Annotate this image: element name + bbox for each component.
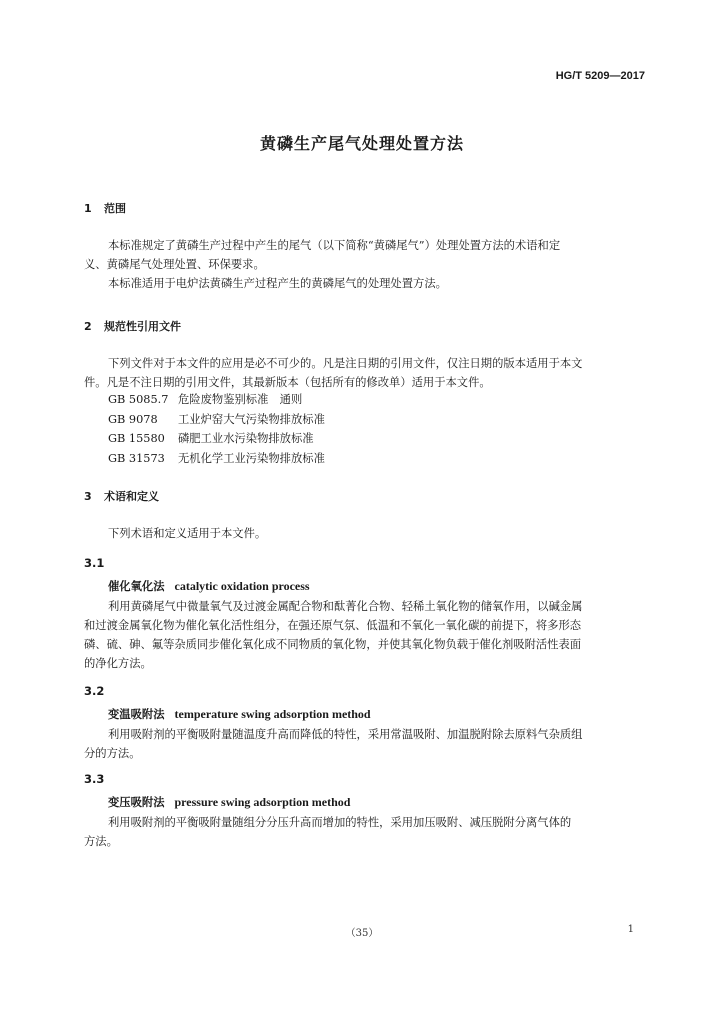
text-line: 方法。 xyxy=(84,835,118,848)
terms-intro-paragraph xyxy=(84,524,646,543)
section-title: 范围 xyxy=(104,202,126,215)
term-chinese: 催化氧化法 xyxy=(108,580,165,593)
section-number: 2 xyxy=(84,320,92,333)
document-title: 黄磷生产尾气处理处置方法 xyxy=(259,134,464,153)
reference-item xyxy=(108,390,325,410)
reference-code: GB 31573 xyxy=(108,451,165,465)
term-english: temperature swing adsorption method xyxy=(174,707,371,721)
text-line: 磷、硫、砷、氟等杂质同步催化氧化成不同物质的氧化物，并使其氧化物负载于催化剂吸附活性表面 xyxy=(84,638,582,651)
reference-item xyxy=(108,449,325,469)
text-line: 利用黄磷尾气中微量氧气及过渡金属配合物和酞菁化合物、轻稀土氧化物的储氧作用，以碱金属 xyxy=(108,600,583,613)
reference-title: 磷肥工业水污染物排放标准 xyxy=(178,432,314,445)
term-definition xyxy=(84,725,646,763)
reference-item xyxy=(108,410,325,430)
text-line: 件。凡是不注日期的引用文件，其最新版本（包括所有的修改单）适用于本文件。 xyxy=(84,376,491,389)
scope-paragraph-2 xyxy=(84,274,646,293)
reference-code: GB 9078 xyxy=(108,412,158,426)
text-line: 分的方法。 xyxy=(84,747,141,760)
text-line: 本标准适用于电炉法黄磷生产过程产生的黄磷尾气的处理处置方法。 xyxy=(108,277,447,290)
standard-number: HG/T 5209—2017 xyxy=(555,70,645,82)
term-entry xyxy=(108,578,310,594)
section-heading-scope xyxy=(84,200,126,216)
text-line: 利用吸附剂的平衡吸附量随组分分压升高而增加的特性，采用加压吸附、减压脱附分离气体的 xyxy=(108,816,572,829)
reference-code: GB 5085.7 xyxy=(108,393,169,406)
reference-list xyxy=(108,390,325,468)
text-line: 利用吸附剂的平衡吸附量随温度升高而降低的特性，采用常温吸附、加温脱附除去原料气杂质组 xyxy=(108,728,583,741)
clause-number: 3.1 xyxy=(84,556,105,570)
scope-paragraph-1 xyxy=(84,236,646,274)
clause-number: 3.3 xyxy=(84,772,105,786)
text-line: 义、黄磷尾气处理处置、环保要求。 xyxy=(84,258,265,271)
text-line: 的净化方法。 xyxy=(84,657,152,670)
clause-number: 3.2 xyxy=(84,684,105,698)
text-line: 本标准规定了黄磷生产过程中产生的尾气（以下简称“黄磷尾气”）处理处置方法的术语和定 xyxy=(108,239,561,252)
reference-title: 危险废物鉴别标准 通则 xyxy=(178,393,303,406)
reference-title: 工业炉窑大气污染物排放标准 xyxy=(178,412,325,426)
term-chinese: 变温吸附法 xyxy=(108,708,165,721)
term-definition xyxy=(84,597,646,673)
section-number: 1 xyxy=(84,202,92,215)
section-title: 规范性引用文件 xyxy=(104,320,181,333)
term-chinese: 变压吸附法 xyxy=(108,796,165,809)
text-line: 下列术语和定义适用于本文件。 xyxy=(108,527,267,540)
page-number: 1 xyxy=(627,924,634,935)
term-entry xyxy=(108,794,350,810)
term-english: pressure swing adsorption method xyxy=(174,795,351,809)
footer-page-ref: （35） xyxy=(345,928,379,939)
section-heading-terms xyxy=(84,488,159,504)
term-definition xyxy=(84,813,646,851)
reference-item xyxy=(108,429,325,449)
text-line: 下列文件对于本文件的应用是必不可少的。凡是注日期的引用文件，仅注日期的版本适用于本文 xyxy=(108,357,583,370)
term-entry xyxy=(108,706,371,722)
section-heading-normative-references xyxy=(84,318,181,334)
references-paragraph xyxy=(84,354,646,392)
reference-title: 无机化学工业污染物排放标准 xyxy=(178,451,325,465)
section-number: 3 xyxy=(84,490,92,503)
term-english: catalytic oxidation process xyxy=(174,579,310,593)
text-line: 和过渡金属氧化物为催化氧化活性组分，在强还原气氛、低温和不氧化一氧化碳的前提下，将多形态 xyxy=(84,619,582,632)
section-title: 术语和定义 xyxy=(104,490,159,503)
reference-code: GB 15580 xyxy=(108,432,165,445)
